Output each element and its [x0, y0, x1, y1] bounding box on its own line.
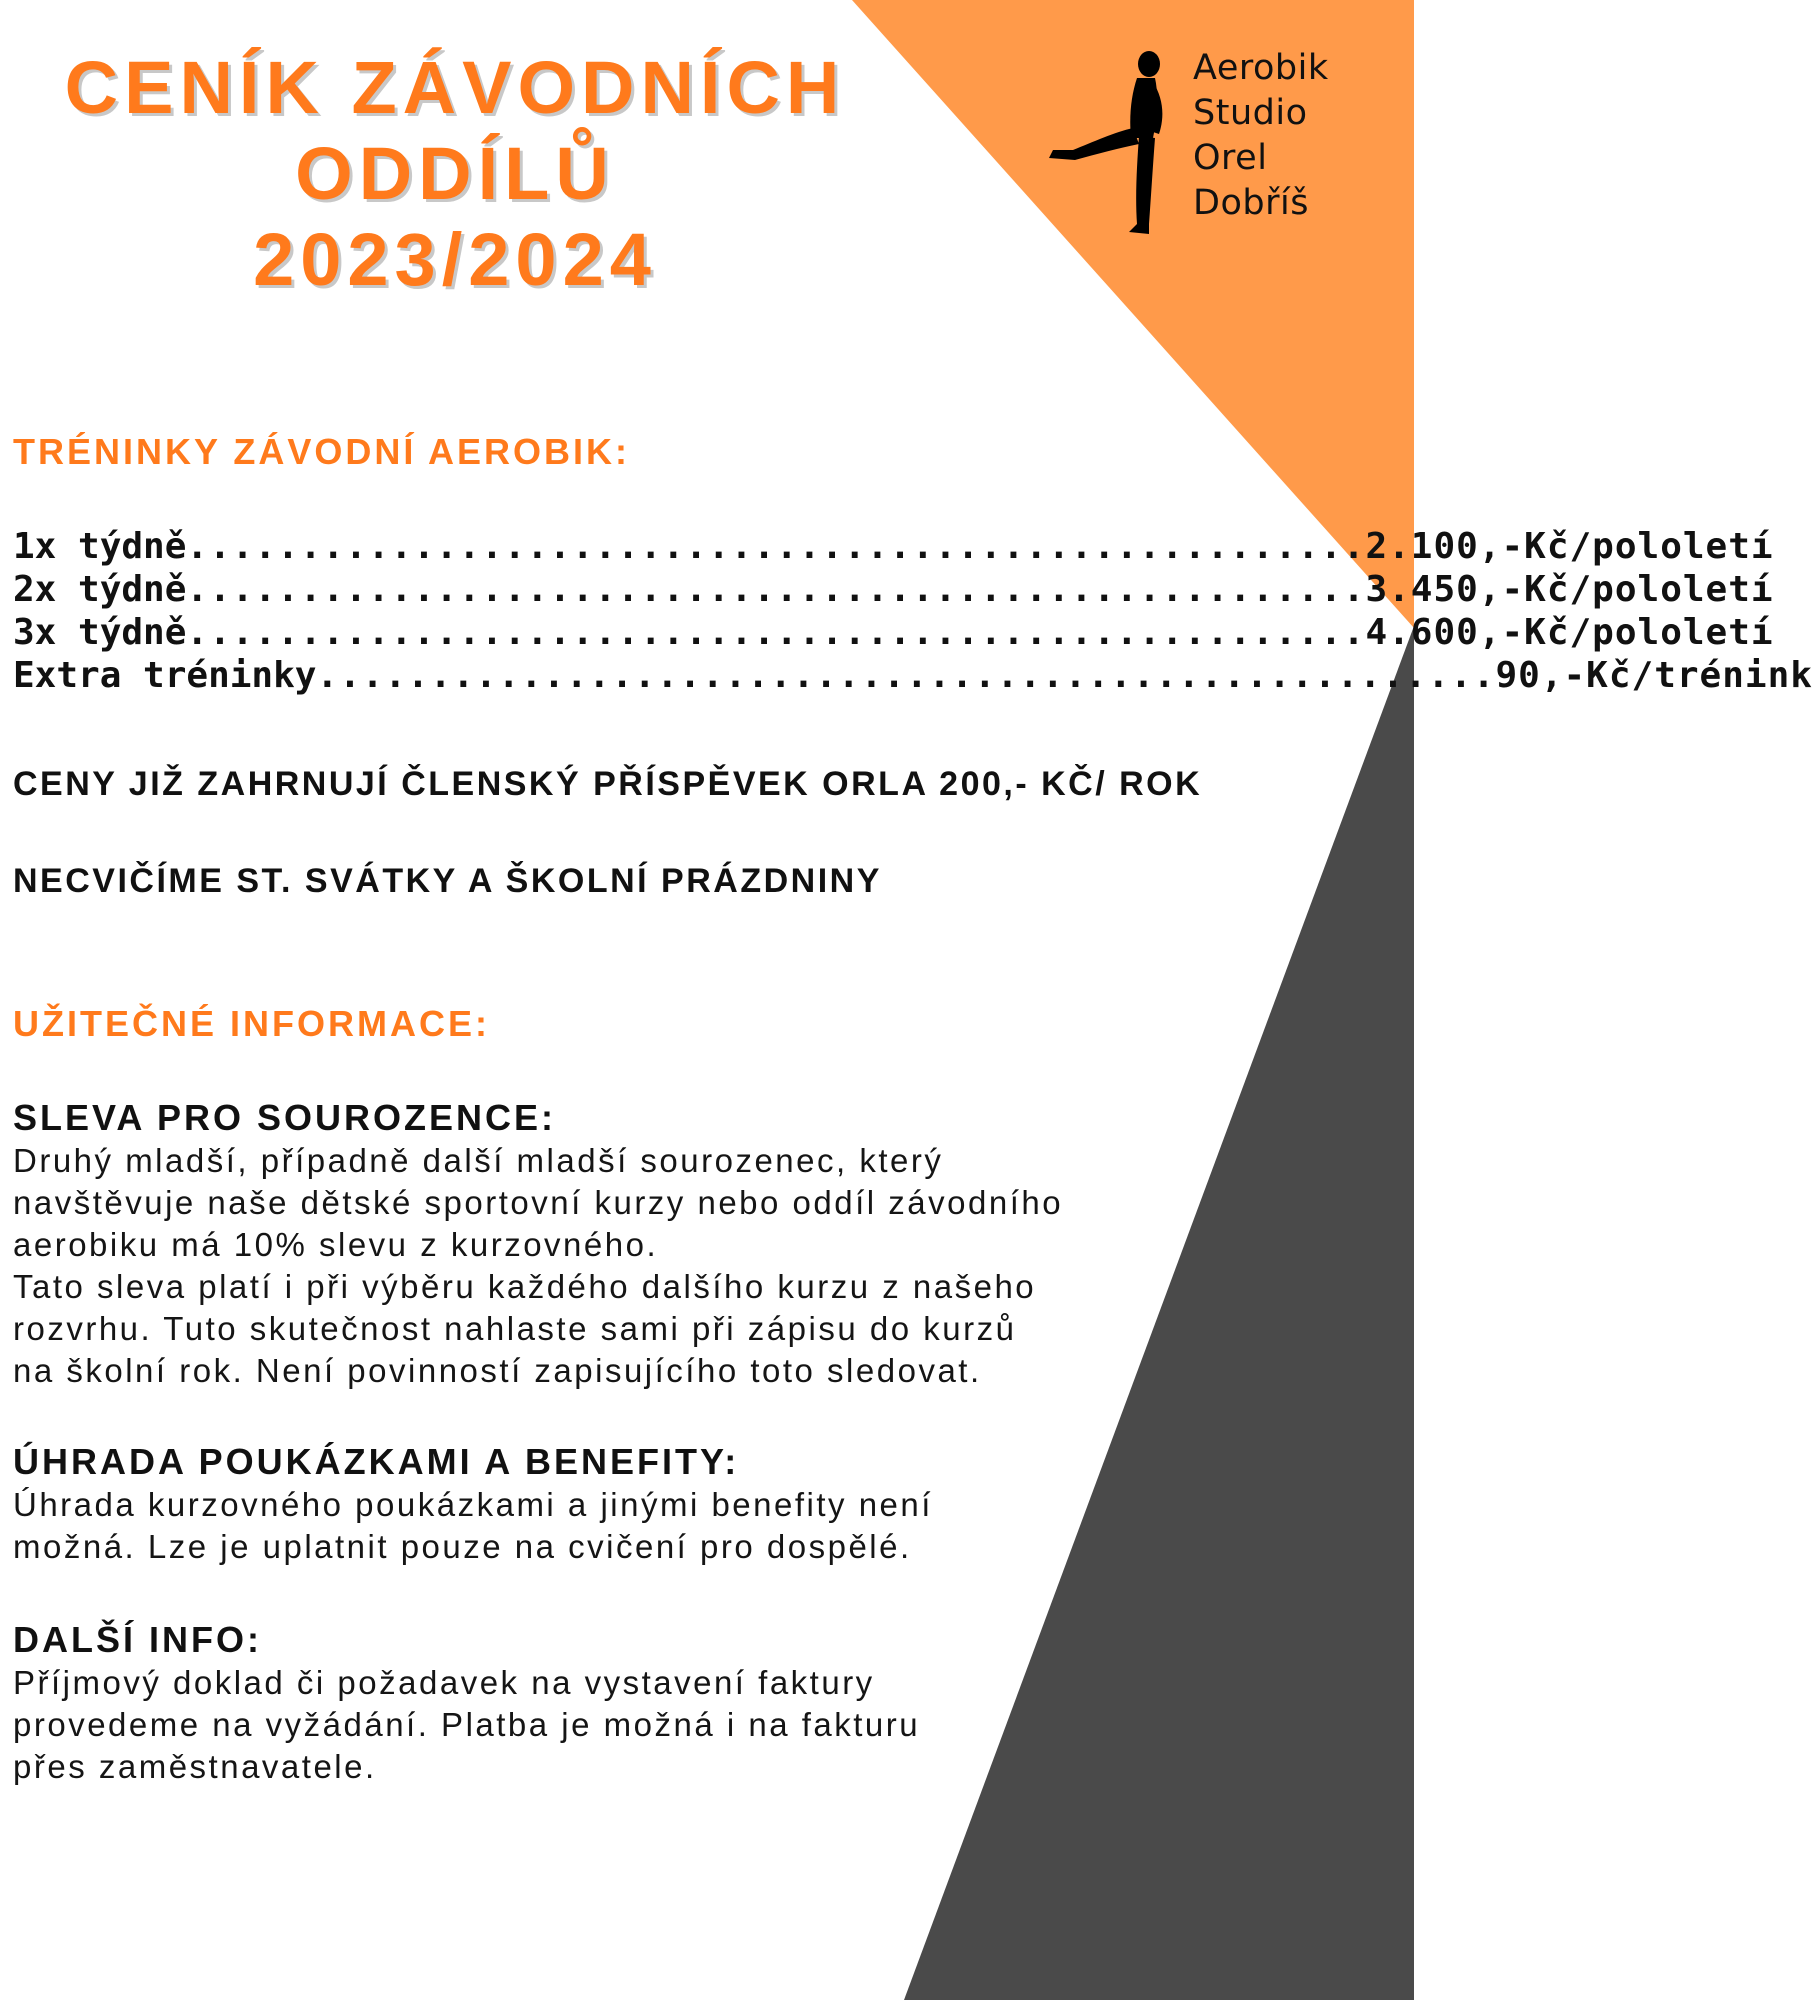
price-row: [13, 525, 1774, 568]
logo-line-2: Studio: [1193, 93, 1308, 133]
title-line-1: CENÍK ZÁVODNÍCH: [64, 46, 846, 129]
text-line: provedeme na vyžádání. Platba je možná i na fakturu: [13, 1706, 921, 1743]
text-line: rozvrhu. Tuto skutečnost nahlaste sami při zápisu do kurzů: [13, 1310, 1017, 1347]
voucher-payment-heading: ÚHRADA POUKÁZKAMI A BENEFITY:: [13, 1441, 740, 1482]
training-heading: TRÉNINKY ZÁVODNÍ AEROBIK:: [13, 431, 631, 472]
logo-line-4: Dobříš: [1193, 183, 1309, 223]
useful-info-heading: UŽITEČNÉ INFORMACE:: [13, 1003, 490, 1044]
price-row-dots: ....................................................: [186, 612, 1366, 653]
sibling-discount-text: [13, 1140, 1063, 1392]
sibling-discount-block: [13, 1096, 1063, 1392]
page-title: [40, 45, 870, 303]
other-info-heading: DALŠÍ INFO:: [13, 1619, 262, 1660]
price-row-dots: ....................................................: [316, 655, 1496, 696]
price-row-dots: ....................................................: [186, 569, 1366, 610]
text-line: Úhrada kurzovného poukázkami a jinými benefity není: [13, 1486, 933, 1523]
price-row-value: 90,-Kč/trénink: [1495, 655, 1813, 696]
price-row-dots: ....................................................: [186, 526, 1366, 567]
title-line-2: ODDÍLŮ: [295, 132, 615, 215]
voucher-payment-block: [13, 1440, 933, 1568]
price-row-value: 2.100,-Kč/pololetí: [1365, 526, 1774, 567]
text-line: navštěvuje naše dětské sportovní kurzy nebo oddíl závodního: [13, 1184, 1064, 1221]
price-list: [13, 525, 1813, 697]
logo-wordmark: [1193, 46, 1329, 226]
logo-line-3: Orel: [1193, 138, 1268, 178]
logo-line-1: Aerobik: [1193, 48, 1329, 88]
price-row: [13, 568, 1774, 611]
other-info-text: [13, 1662, 920, 1788]
text-line: přes zaměstnavatele.: [13, 1748, 377, 1785]
title-line-3: 2023/2024: [253, 218, 657, 301]
dancer-silhouette-icon: [1045, 46, 1185, 236]
studio-logo: [1045, 40, 1365, 240]
text-line: Tato sleva platí i při výběru každého dalšího kurzu z našeho: [13, 1268, 1037, 1305]
price-row-label: Extra tréninky: [13, 655, 317, 696]
text-line: Příjmový doklad či požadavek na vystavení faktury: [13, 1664, 875, 1701]
membership-notice: CENY JIŽ ZAHRNUJÍ ČLENSKÝ PŘÍSPĚVEK ORLA 200,- KČ/ ROK: [13, 765, 1203, 803]
text-line: na školní rok. Není povinností zapisujícího toto sledovat.: [13, 1352, 982, 1389]
voucher-payment-text: [13, 1484, 933, 1568]
price-row: [13, 654, 1813, 697]
price-row-value: 4.600,-Kč/pololetí: [1365, 612, 1774, 653]
other-info-block: [13, 1618, 920, 1788]
price-row-label: 2x týdně: [13, 569, 187, 610]
text-line: možná. Lze je uplatnit pouze na cvičení pro dospělé.: [13, 1528, 912, 1565]
price-row: [13, 611, 1774, 654]
price-row-label: 3x týdně: [13, 612, 187, 653]
price-row-label: 1x týdně: [13, 526, 187, 567]
price-row-value: 3.450,-Kč/pololetí: [1365, 569, 1774, 610]
text-line: aerobiku má 10% slevu z kurzovného.: [13, 1226, 659, 1263]
sibling-discount-heading: SLEVA PRO SOUROZENCE:: [13, 1097, 557, 1138]
text-line: Druhý mladší, případně další mladší sourozenec, který: [13, 1142, 944, 1179]
holidays-notice: NECVIČÍME ST. SVÁTKY A ŠKOLNÍ PRÁZDNINY: [13, 862, 882, 900]
